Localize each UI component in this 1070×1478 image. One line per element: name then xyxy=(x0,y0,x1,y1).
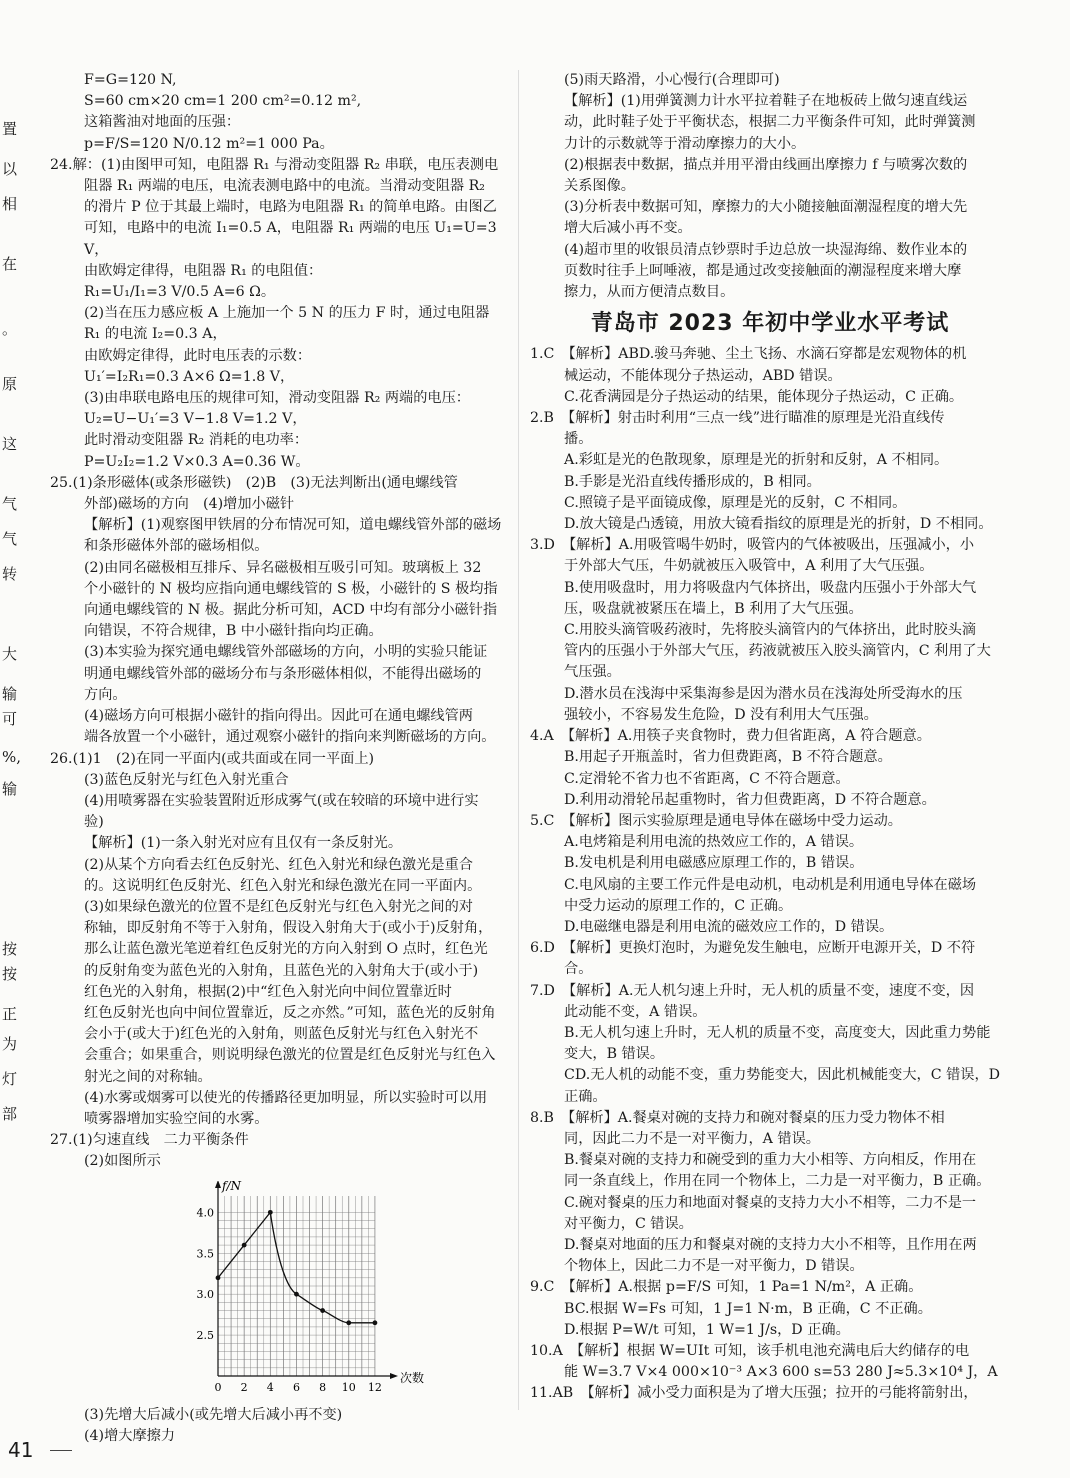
data-point xyxy=(242,1242,247,1247)
text-line: 2.B 【解析】射击时利用“三点一线”进行瞄准的原理是光沿直线传 xyxy=(530,410,945,427)
text-line: 验) xyxy=(84,814,104,831)
margin-char: 输 xyxy=(2,685,18,703)
text-line: 擦力，从而方便清点数目。 xyxy=(564,284,735,301)
text-line: A.电烤箱是利用电流的热效应工作的，A 错误。 xyxy=(564,834,864,851)
text-line: 同一条直线上，作用在同一个物体上，二力是一对平衡力，B 正确。 xyxy=(564,1173,991,1190)
text-line: 3.D 【解析】A.用吸管喝牛奶时，吸管内的气体被吸出，压强减小，小 xyxy=(530,537,975,554)
margin-char: 气 xyxy=(2,495,18,513)
x-tick-label: 4 xyxy=(266,1380,274,1394)
text-line: 27.(1)匀速直线 二力平衡条件 xyxy=(50,1132,249,1149)
text-line: (4)增大摩擦力 xyxy=(84,1427,176,1444)
text-line: BC.根据 W=Fs 可知，1 J=1 N·m，B 正确，C 不正确。 xyxy=(564,1300,932,1317)
text-line: R₁=U₁/I₁=3 V/0.5 A=6 Ω。 xyxy=(84,284,276,301)
text-line: 这箱酱油对地面的压强： xyxy=(84,114,241,131)
text-line: 6.D 【解析】更换灯泡时，为避免发生触电，应断开电源开关，D 不符 xyxy=(530,940,976,957)
y-tick-label: 3.0 xyxy=(196,1287,214,1301)
text-line: (4)超市里的收银员清点钞票时手边总放一块湿海绵、数作业本的 xyxy=(564,241,968,258)
text-line: 25.(1)条形磁体(或条形磁铁) (2)B (3)无法判断出(通电螺线管 xyxy=(50,474,458,491)
text-line: C.电风扇的主要工作元件是电动机，电动机是利用通电导体在磁场 xyxy=(564,876,977,893)
text-line: 【解析】(1)观察图甲铁屑的分布情况可知，道电螺线管外部的磁场 xyxy=(84,517,502,534)
margin-char: 为 xyxy=(2,1035,18,1053)
text-line: (4)用喷雾器在实验装置附近形成雾气(或在较暗的环境中进行实 xyxy=(84,792,479,809)
text-line: P=U₂I₂=1.2 V×0.3 A=0.36 W。 xyxy=(84,453,310,470)
text-line: 对平衡力，C 错误。 xyxy=(564,1215,693,1232)
friction-chart-svg xyxy=(190,1181,430,1401)
text-line: 明通电螺线管外部的磁场分布与条形磁体相似，不能得出磁场的 xyxy=(84,665,482,682)
text-line: 压，吸盘就被紧压在墙上，B 利用了大气压强。 xyxy=(564,600,863,617)
text-line: 能 W=3.7 V×4 000×10⁻³ A×3 600 s=53 280 J≈5.3×10⁴ J，A xyxy=(564,1364,998,1381)
left-margin-cutoff-text xyxy=(0,70,22,1410)
margin-char: 在 xyxy=(2,255,18,273)
text-line: 个小磁针的 N 极均应指向通电螺线管的 S 极，小磁针的 S 极均指 xyxy=(84,580,498,597)
text-line: 正确。 xyxy=(564,1088,607,1105)
data-point xyxy=(268,1210,273,1215)
x-tick-label: 8 xyxy=(319,1380,327,1394)
data-point xyxy=(373,1320,378,1325)
margin-char: 按 xyxy=(2,940,18,958)
text-line: D.利用动滑轮吊起重物时，省力但费距离，D 不符合题意。 xyxy=(564,791,936,808)
text-line: S=60 cm×20 cm=1 200 cm²=0.12 m², xyxy=(84,93,362,110)
y-tick-label: 3.5 xyxy=(196,1246,214,1260)
margin-char: 原 xyxy=(2,375,18,393)
text-line: 会小于(或大于)红色光的入射角，则蓝色反射光与红色入射光不 xyxy=(84,1026,479,1043)
text-line: 称轴，即反射角不等于入射角，假设入射角大于(或小于)反射角， xyxy=(84,920,493,937)
text-line: 的。这说明红色反射光、红色入射光和绿色激光在同一平面内。 xyxy=(84,877,482,894)
right-answer-text-top xyxy=(530,70,1010,303)
x-tick-label: 2 xyxy=(240,1380,248,1394)
text-line: 9.C 【解析】A.根据 p=F/S 可知，1 Pa=1 N/m²，A 正确。 xyxy=(530,1279,923,1296)
text-line: (3)本实验为探究通电螺线管外部磁场的方向，小明的实验只能证 xyxy=(84,644,488,661)
data-point xyxy=(346,1320,351,1325)
text-line: 端各放置一个小磁针，通过观察小磁针的指向来判断磁场的方向。 xyxy=(84,729,496,746)
text-line: 阻器 R₁ 两端的电压，电流表测电路中的电流。当滑动变阻器 R₂ xyxy=(84,178,485,195)
left-answer-text xyxy=(50,70,512,1173)
margin-char: 灯 xyxy=(2,1070,18,1088)
text-line: 力计的示数就等于滑动摩擦力的大小。 xyxy=(564,135,806,152)
text-line: (2)根据表中数据，描点并用平滑由线画出摩擦力 f 与喷雾次数的 xyxy=(564,156,968,173)
text-line: C.碗对餐桌的压力和地面对餐桌的支持力大小不相等，二力不是一 xyxy=(564,1194,977,1211)
text-line: D.潜水员在浅海中采集海参是因为潜水员在浅海处所受海水的压 xyxy=(564,685,963,702)
text-line: (3)如果绿色激光的位置不是红色反射光与红色入射光之间的对 xyxy=(84,898,473,915)
text-line: (5)雨天路滑，小心慢行(合理即可) xyxy=(564,72,780,88)
text-line: (4)磁场方向可根据小磁针的指向得出。因此可在通电螺线管两 xyxy=(84,708,473,725)
text-line: 那么让蓝色激光笔逆着红色反射光的方向入射到 O 点时，红色光 xyxy=(84,941,488,958)
text-line: 由欧姆定律得，此时电压表的示数： xyxy=(84,347,312,364)
text-line: 红色光的入射角，根据(2)中“红色入射光向中间位置靠近时 xyxy=(84,983,452,1000)
right-answer-text xyxy=(530,344,1010,1404)
text-line: 管内的压强小于外部大气压，药液就被压入胶头滴管内，C 利用了大 xyxy=(564,643,991,660)
text-line: 械运动，不能体现分子热运动，ABD 错误。 xyxy=(564,367,842,384)
margin-char: 按 xyxy=(2,965,18,983)
text-line: CD.无人机的动能不变，重力势能变大，因此机械能变大，C 错误，D xyxy=(564,1067,1001,1084)
text-line: 此动能不变，A 错误。 xyxy=(564,1003,707,1020)
x-tick-label: 0 xyxy=(214,1380,222,1394)
column-divider xyxy=(518,70,519,1410)
text-line: B.发电机是利用电磁感应原理工作的，B 错误。 xyxy=(564,855,864,872)
margin-char: 可 xyxy=(2,710,18,728)
text-line: 同，因此二力不是一对平衡力，A 错误。 xyxy=(564,1130,820,1147)
text-line: 和条形磁体外部的磁场相似。 xyxy=(84,538,269,555)
text-line: D.电磁继电器是利用电流的磁效应工作的，D 错误。 xyxy=(564,918,894,935)
text-line: 1.C 【解析】ABD.骏马奔驰、尘土飞扬、水滴石穿都是宏观物体的机 xyxy=(530,346,967,363)
margin-char: 以 xyxy=(2,160,18,178)
data-point xyxy=(320,1308,325,1313)
y-axis-arrow xyxy=(215,1181,221,1188)
left-column xyxy=(50,70,512,1447)
margin-char: 。 xyxy=(2,320,18,338)
text-line: C.照镜子是平面镜成像，原理是光的反射，C 不相同。 xyxy=(564,494,907,511)
y-tick-label: 2.5 xyxy=(196,1328,214,1342)
text-line: 动，此时鞋子处于平衡状态，根据二力平衡条件可知，此时弹簧测 xyxy=(564,114,976,131)
text-line: 喷雾器增加实验空间的水雾。 xyxy=(84,1110,269,1127)
text-line: 射光之间的对称轴。 xyxy=(84,1068,212,1085)
left-answer-text-continued xyxy=(50,1405,512,1447)
data-point xyxy=(216,1275,221,1280)
text-line: 个物体上，因此二力不是一对平衡力，D 错误。 xyxy=(564,1258,864,1275)
text-line: V， xyxy=(84,241,109,258)
text-line: B.餐桌对碗的支持力和碗受到的重力大小相等、方向相反，作用在 xyxy=(564,1152,977,1169)
friction-chart xyxy=(190,1181,430,1401)
margin-char: 气 xyxy=(2,530,18,548)
margin-char: 这 xyxy=(2,435,18,453)
page-number-dash xyxy=(50,1450,72,1451)
text-line: R₁ 的电流 I₂=0.3 A， xyxy=(84,326,227,343)
text-line: U₁′=I₂R₁=0.3 A×6 Ω=1.8 V， xyxy=(84,368,295,385)
text-line: 气压强。 xyxy=(564,664,621,681)
text-line: B.用起子开瓶盖时，省力但费距离，B 不符合题意。 xyxy=(564,749,892,766)
text-line: B.使用吸盘时，用力将吸盘内气体挤出，吸盘内压强小于外部大气 xyxy=(564,579,977,596)
margin-char: 正 xyxy=(2,1005,18,1023)
x-axis-arrow xyxy=(390,1373,398,1379)
margin-char: 相 xyxy=(2,195,18,213)
text-line: 可知，电路中的电流 I₁=0.5 A，电阻器 R₁ 两端的电压 U₁=U=3 xyxy=(84,220,497,237)
margin-char: 置 xyxy=(2,120,18,138)
text-line: 24.解：(1)由图甲可知，电阻器 R₁ 与滑动变阻器 R₂ 串联，电压表测电 xyxy=(50,156,499,173)
text-line: (3)分析表中数据可知，摩擦力的大小随接触面潮湿程度的增大先 xyxy=(564,199,968,216)
margin-char: 输 xyxy=(2,780,18,798)
text-line: 合。 xyxy=(564,961,593,978)
text-line: C.花香满园是分子热运动的结果，能体现分子热运动，C 正确。 xyxy=(564,388,964,405)
text-line: 7.D 【解析】A.无人机匀速上升时，无人机的质量不变，速度不变，因 xyxy=(530,982,975,999)
text-line: 中受力运动的原理工作的，C 正确。 xyxy=(564,897,793,914)
text-line: 向错误，不符合规律，B 中小磁针指向均正确。 xyxy=(84,623,383,640)
x-tick-label: 6 xyxy=(292,1380,300,1394)
text-line: 播。 xyxy=(564,431,593,448)
text-line: 增大后减小再不变。 xyxy=(564,220,692,237)
text-line: 于外部大气压，牛奶就被压入吸管中，A 利用了大气压强。 xyxy=(564,558,934,575)
text-line: B.手影是光沿直线传播形成的，B 相同。 xyxy=(564,473,821,490)
text-line: 26.(1)1 (2)在同一平面内(或共面或在同一平面上) xyxy=(50,750,375,767)
text-line: (2)从某个方向看去红色反射光、红色入射光和绿色激光是重合 xyxy=(84,856,473,873)
text-line: C.定滑轮不省力也不省距离，C 不符合题意。 xyxy=(564,770,850,787)
right-column xyxy=(530,70,1010,1405)
text-line: 由欧姆定律得，电阻器 R₁ 的电阻值： xyxy=(84,262,323,279)
text-line: 8.B 【解析】A.餐桌对碗的支持力和碗对餐桌的压力受力物体不相 xyxy=(530,1109,945,1126)
page-number: 41 xyxy=(8,1438,34,1462)
text-line: p=F/S=120 N/0.12 m²=1 000 Pa。 xyxy=(84,135,334,152)
text-line: 页数时往手上呵唾液，都是通过改变接触面的潮湿程度来增大摩 xyxy=(564,262,962,279)
text-line: (3)蓝色反射光与红色入射光重合 xyxy=(84,771,289,788)
text-line: 4.A 【解析】A.用筷子夹食物时，费力但省距离，A 符合题意。 xyxy=(530,728,931,745)
margin-char: 部 xyxy=(2,1105,18,1123)
text-line: U₂=U−U₁′=3 V−1.8 V=1.2 V， xyxy=(84,411,307,428)
text-line: 【解析】(1)一条入射光对应有且仅有一条反射光。 xyxy=(84,835,403,852)
text-line: 强较小，不容易发生危险，D 没有利用大气压强。 xyxy=(564,706,878,723)
text-line: (3)先增大后减小(或先增大后减小再不变) xyxy=(84,1406,343,1423)
margin-char: %, xyxy=(2,748,22,766)
text-line: 11.AB 【解析】减小受力面积是为了增大压强；拉开的弓能将箭射出， xyxy=(530,1385,978,1402)
text-line: C.用胶头滴管吸药液时，先将胶头滴管内的气体挤出，此时胶头滴 xyxy=(564,622,977,639)
y-axis-label: f/N xyxy=(222,1180,241,1193)
y-tick-label: 4.0 xyxy=(196,1205,214,1219)
text-line: (2)如图所示 xyxy=(84,1153,161,1170)
text-line: 此时滑动变阻器 R₂ 消耗的电功率： xyxy=(84,432,309,449)
text-line: (3)由串联电路电压的规律可知，滑动变阻器 R₂ 两端的电压： xyxy=(84,390,470,407)
text-line: (2)由同名磁极相互排斥、异名磁极相互吸引可知。玻璃板上 32 xyxy=(84,559,482,576)
text-line: 5.C 【解析】图示实验原理是通电导体在磁场中受力运动。 xyxy=(530,812,902,829)
margin-char: 转 xyxy=(2,565,18,583)
text-line: (2)当在压力感应板 A 上施加一个 5 N 的压力 F 时，通过电阻器 xyxy=(84,305,490,322)
text-line: 红色反射光也向中间位置靠近，反之亦然。”可知，蓝色光的反射角 xyxy=(84,1004,496,1021)
text-line: 的反射角变为蓝色光的入射角，且蓝色光的入射角大于(或小于) xyxy=(84,962,479,979)
text-line: D.放大镜是凸透镜，用放大镜看指纹的原理是光的折射，D 不相同。 xyxy=(564,516,993,533)
margin-char: 大 xyxy=(2,645,18,663)
text-line: D.根据 P=W/t 可知，1 W=1 J/s，D 正确。 xyxy=(564,1321,850,1338)
text-line: D.餐桌对地面的压力和餐桌对碗的支持力大小不相等，且作用在两 xyxy=(564,1236,977,1253)
text-line: 会重合；如果重合，则说明绿色激光的位置是红色反射光与红色入 xyxy=(84,1047,496,1064)
text-line: 变大，B 错误。 xyxy=(564,1046,665,1063)
text-line: 关系图像。 xyxy=(564,178,635,195)
text-line: 向通电螺线管的 N 极。据此分析可知，ACD 中均有部分小磁针指 xyxy=(84,602,498,619)
text-line: 10.A 【解析】根据 W=UIt 可知，该手机电池充满电后大约储存的电 xyxy=(530,1342,970,1359)
text-line: B.无人机匀速上升时，无人机的质量不变，高度变大，因此重力势能 xyxy=(564,1024,991,1041)
data-point xyxy=(294,1291,299,1296)
text-line: 的滑片 P 位于其最上端时，电路为电阻器 R₁ 的简单电路。由图乙 xyxy=(84,199,497,216)
text-line: F=G=120 N, xyxy=(84,72,177,88)
text-line: A.彩虹是光的色散现象，原理是光的折射和反射，A 不相同。 xyxy=(564,452,949,469)
text-line: 【解析】(1)用弹簧测力计水平拉着鞋子在地板砖上做匀速直线运 xyxy=(564,93,968,110)
text-line: 方向。 xyxy=(84,686,127,703)
text-line: (4)水雾或烟雾可以使光的传播路径更加明显，所以实验时可以用 xyxy=(84,1089,488,1106)
x-axis-label: 次数 xyxy=(400,1370,425,1385)
x-tick-label: 12 xyxy=(367,1380,382,1394)
x-tick-label: 10 xyxy=(341,1380,356,1394)
exam-heading: 青岛市 2023 年初中学业水平考试 xyxy=(590,311,950,337)
text-line: 外部)磁场的方向 (4)增加小磁针 xyxy=(84,496,295,513)
